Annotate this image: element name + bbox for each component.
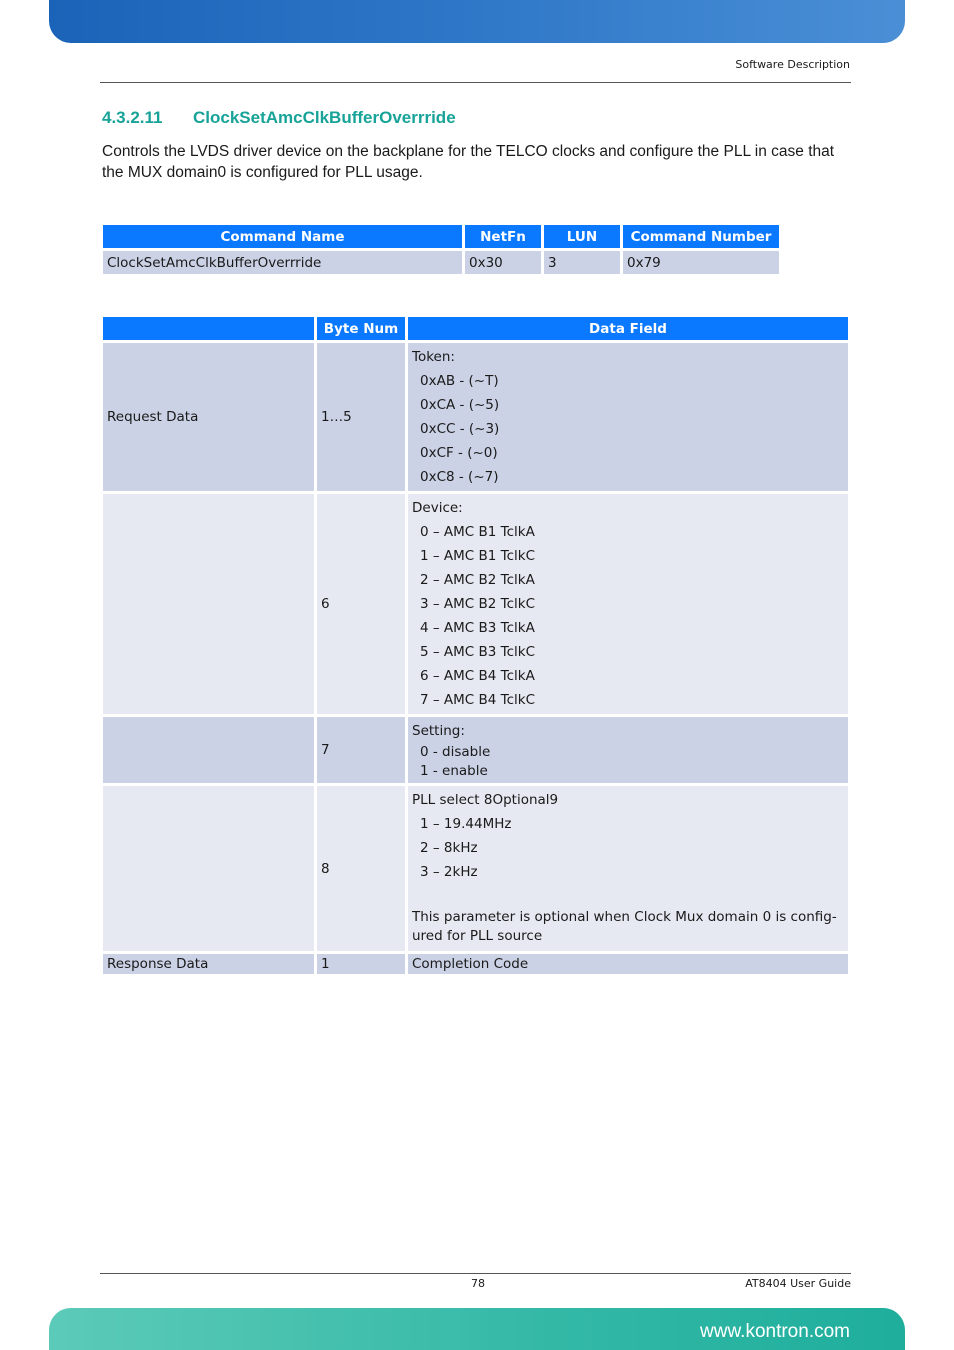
field-item: 7 – AMC B4 TclkC: [420, 692, 536, 708]
row-byte: 8: [317, 786, 405, 951]
row-field: Completion Code: [408, 954, 848, 974]
footer-rule: [100, 1273, 851, 1274]
row-label: Response Data: [103, 954, 314, 974]
field-item: 0 - disable: [420, 744, 491, 760]
field-item: 1 – AMC B1 TclkC: [420, 548, 536, 564]
section-title: ClockSetAmcClkBufferOverrride: [193, 108, 456, 127]
cell-command-name: ClockSetAmcClkBufferOverrride: [103, 251, 462, 274]
header-blank: [103, 317, 314, 340]
header-byte-num: Byte Num: [317, 317, 405, 340]
page-number: 78: [471, 1277, 485, 1290]
table-row: [103, 786, 848, 951]
field-item: 2 – 8kHz: [420, 840, 478, 856]
row-field: [408, 343, 848, 491]
section-heading: [102, 108, 456, 128]
field-item: 0xCF - (~0): [420, 445, 498, 461]
field-title: Setting:: [412, 723, 465, 739]
field-item: 0xAB - (~T): [420, 373, 499, 389]
row-field: [408, 786, 848, 951]
header-lun: LUN: [544, 225, 620, 248]
header-netfn: NetFn: [465, 225, 541, 248]
table-row: [103, 717, 848, 783]
row-byte: 6: [317, 494, 405, 714]
header-data-field: Data Field: [408, 317, 848, 340]
top-banner: [49, 0, 905, 43]
header-command-number: Command Number: [623, 225, 779, 248]
document-title: AT8404 User Guide: [745, 1277, 851, 1290]
cell-command-number: 0x79: [623, 251, 779, 274]
row-label: [103, 494, 314, 714]
table-row: [103, 251, 779, 274]
command-table: [100, 222, 782, 277]
field-item: 3 – 2kHz: [420, 864, 478, 880]
field-title: PLL select 8Optional9: [412, 792, 559, 808]
table-row: [103, 954, 848, 974]
section-number: 4.3.2.11: [102, 108, 163, 127]
field-item: 4 – AMC B3 TclkA: [420, 620, 535, 636]
row-field: [408, 494, 848, 714]
table-row: [103, 343, 848, 491]
field-item: 6 – AMC B4 TclkA: [420, 668, 535, 684]
field-item: 0xCC - (~3): [420, 421, 500, 437]
field-item: 2 – AMC B2 TclkA: [420, 572, 535, 588]
field-title: Device:: [412, 500, 463, 516]
field-note: This parameter is optional when Clock Mux domain 0 is config-ured for PLL source: [412, 909, 837, 944]
row-byte: 1: [317, 954, 405, 974]
bottom-banner: [49, 1308, 905, 1350]
row-byte: 1…5: [317, 343, 405, 491]
row-field: [408, 717, 848, 783]
row-label: Request Data: [103, 343, 314, 491]
field-item: 0xC8 - (~7): [420, 469, 499, 485]
data-table: [100, 314, 851, 977]
cell-netfn: 0x30: [465, 251, 541, 274]
field-title: Token:: [412, 349, 455, 365]
row-byte: 7: [317, 717, 405, 783]
header-command-name: Command Name: [103, 225, 462, 248]
table-row: [103, 494, 848, 714]
row-label: [103, 786, 314, 951]
header-rule: [100, 82, 851, 83]
row-label: [103, 717, 314, 783]
command-table-header: [103, 225, 779, 248]
field-item: 1 – 19.44MHz: [420, 816, 512, 832]
field-item: 5 – AMC B3 TclkC: [420, 644, 536, 660]
field-item: 1 - enable: [420, 763, 488, 779]
section-label: Software Description: [735, 58, 850, 71]
website-link[interactable]: www.kontron.com: [700, 1321, 850, 1342]
field-item: 3 – AMC B2 TclkC: [420, 596, 536, 612]
intro-paragraph: Controls the LVDS driver device on the backplane for the TELCO clocks and configure the PLL in case that the MUX domain0 is configured for PLL usage.: [102, 143, 835, 181]
cell-lun: 3: [544, 251, 620, 274]
field-item: 0xCA - (~5): [420, 397, 500, 413]
data-table-header: [103, 317, 848, 340]
field-item: 0 – AMC B1 TclkA: [420, 524, 535, 540]
